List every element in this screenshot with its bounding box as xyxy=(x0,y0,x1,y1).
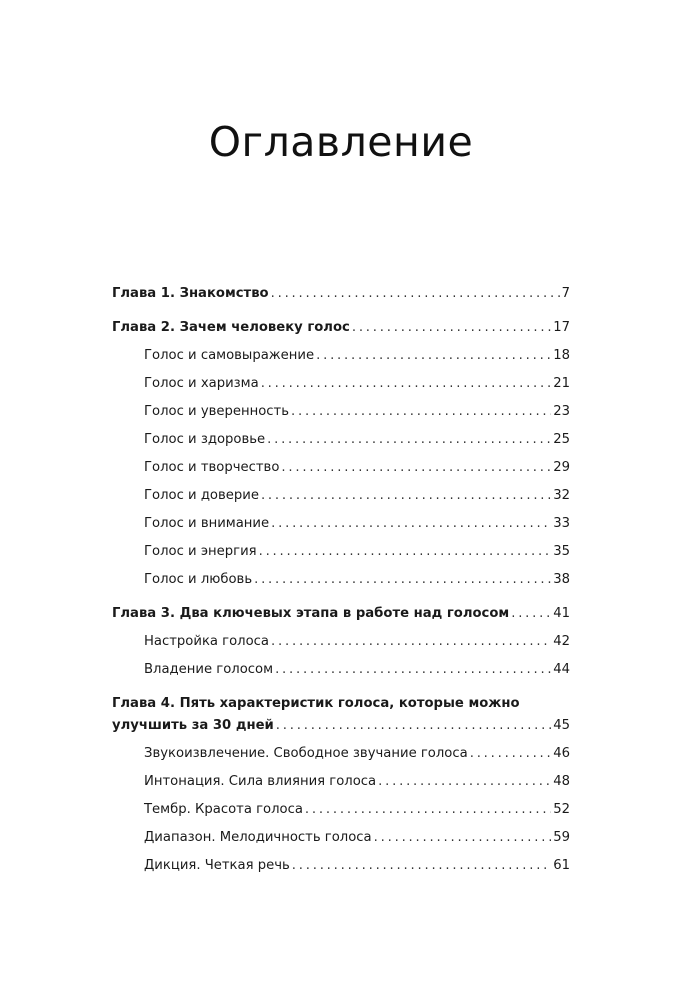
dot-leader xyxy=(254,568,551,592)
toc-entry-page: 52 xyxy=(553,802,570,817)
toc-entry-label: Голос и энергия xyxy=(144,544,257,559)
dot-leader xyxy=(261,484,551,508)
dot-leader xyxy=(271,630,551,654)
toc-entry-chapter-4-line1[interactable]: Глава 4. Пять характеристик голоса, которые можно xyxy=(112,696,520,711)
toc-entry-label: Звукоизвлечение. Свободное звучание голоса xyxy=(144,746,468,761)
toc-entry-page: 44 xyxy=(553,662,570,677)
toc-entry-page: 48 xyxy=(553,774,570,789)
toc-entry-section[interactable] xyxy=(144,630,570,654)
toc-entry-page: 41 xyxy=(553,606,570,621)
dot-leader xyxy=(374,826,552,850)
dot-leader xyxy=(261,372,552,396)
toc-entry-page: 17 xyxy=(553,320,570,335)
toc-entry-section[interactable] xyxy=(144,484,570,508)
toc-entry-page: 32 xyxy=(553,488,570,503)
toc-entry-label: Голос и доверие xyxy=(144,488,259,503)
toc-entry-section[interactable] xyxy=(144,428,570,452)
toc-entry-label: Голос и здоровье xyxy=(144,432,266,447)
toc-entry-label: Диапазон. Мелодичность голоса xyxy=(144,830,372,845)
dot-leader xyxy=(378,770,551,794)
toc-entry-section[interactable] xyxy=(144,826,570,850)
toc-entry-section[interactable] xyxy=(144,854,570,878)
dot-leader xyxy=(275,658,551,682)
toc-entry-label: Владение голосом xyxy=(144,662,274,677)
toc-entry-section[interactable] xyxy=(144,344,570,368)
dot-leader xyxy=(316,344,551,368)
toc-entry-page: 33 xyxy=(553,516,570,531)
toc-entry-page: 45 xyxy=(553,718,570,733)
toc-entry-section[interactable] xyxy=(144,770,570,794)
dot-leader xyxy=(292,854,551,878)
toc-entry-chapter-2[interactable] xyxy=(112,316,570,340)
toc-entry-page: 61 xyxy=(553,858,570,873)
toc-entry-section[interactable] xyxy=(144,540,570,564)
dot-leader xyxy=(259,540,552,564)
toc-entry-label: Голос и уверенность xyxy=(144,404,290,419)
toc-entry-page: 46 xyxy=(553,746,570,761)
toc-entry-page: 21 xyxy=(553,376,570,391)
toc-entry-chapter-1[interactable] xyxy=(112,282,570,306)
toc-entry-page: 42 xyxy=(553,634,570,649)
dot-leader xyxy=(271,512,551,536)
toc-entry-label: Глава 1. Знакомство xyxy=(112,286,269,301)
toc-entry-label: улучшить за 30 дней xyxy=(112,718,274,733)
dot-leader xyxy=(511,602,551,626)
toc-entry-label: Голос и харизма xyxy=(144,376,259,391)
toc-entry-page: 38 xyxy=(553,572,570,587)
toc-entry-section[interactable] xyxy=(144,798,570,822)
toc-entry-section[interactable] xyxy=(144,568,570,592)
toc-entry-label: Глава 3. Два ключевых этапа в работе над голосом xyxy=(112,606,510,621)
toc-entry-chapter-4[interactable] xyxy=(112,714,570,738)
dot-leader xyxy=(267,428,551,452)
dot-leader xyxy=(291,400,551,424)
toc-entry-page: 25 xyxy=(553,432,570,447)
toc-entry-label: Голос и самовыражение xyxy=(144,348,315,363)
toc-entry-page: 59 xyxy=(553,830,570,845)
toc-entry-label: Настройка голоса xyxy=(144,634,270,649)
dot-leader xyxy=(470,742,552,766)
toc-entry-page: 29 xyxy=(553,460,570,475)
toc-entry-label: Дикция. Четкая речь xyxy=(144,858,290,873)
dot-leader xyxy=(352,316,551,340)
toc-entry-section[interactable] xyxy=(144,372,570,396)
dot-leader xyxy=(276,714,551,738)
toc-entry-section[interactable] xyxy=(144,658,570,682)
toc-entry-page: 18 xyxy=(553,348,570,363)
dot-leader xyxy=(281,456,551,480)
toc-entry-section[interactable] xyxy=(144,742,570,766)
toc-entry-page: 35 xyxy=(553,544,570,559)
toc-entry-section[interactable] xyxy=(144,400,570,424)
toc-entry-page: 7 xyxy=(561,286,570,301)
toc-entry-section[interactable] xyxy=(144,456,570,480)
toc-entry-chapter-3[interactable] xyxy=(112,602,570,626)
toc-entry-label: Голос и творчество xyxy=(144,460,280,475)
toc-entry-label: Тембр. Красота голоса xyxy=(144,802,303,817)
toc-entry-label: Глава 2. Зачем человеку голос xyxy=(112,320,350,335)
dot-leader xyxy=(271,282,560,306)
toc-entry-section[interactable] xyxy=(144,512,570,536)
toc-entry-label: Голос и внимание xyxy=(144,516,270,531)
page-title: Оглавление xyxy=(208,118,474,166)
toc-entry-label: Интонация. Сила влияния голоса xyxy=(144,774,377,789)
toc-entry-page: 23 xyxy=(553,404,570,419)
toc-entry-label: Голос и любовь xyxy=(144,572,253,587)
dot-leader xyxy=(305,798,551,822)
